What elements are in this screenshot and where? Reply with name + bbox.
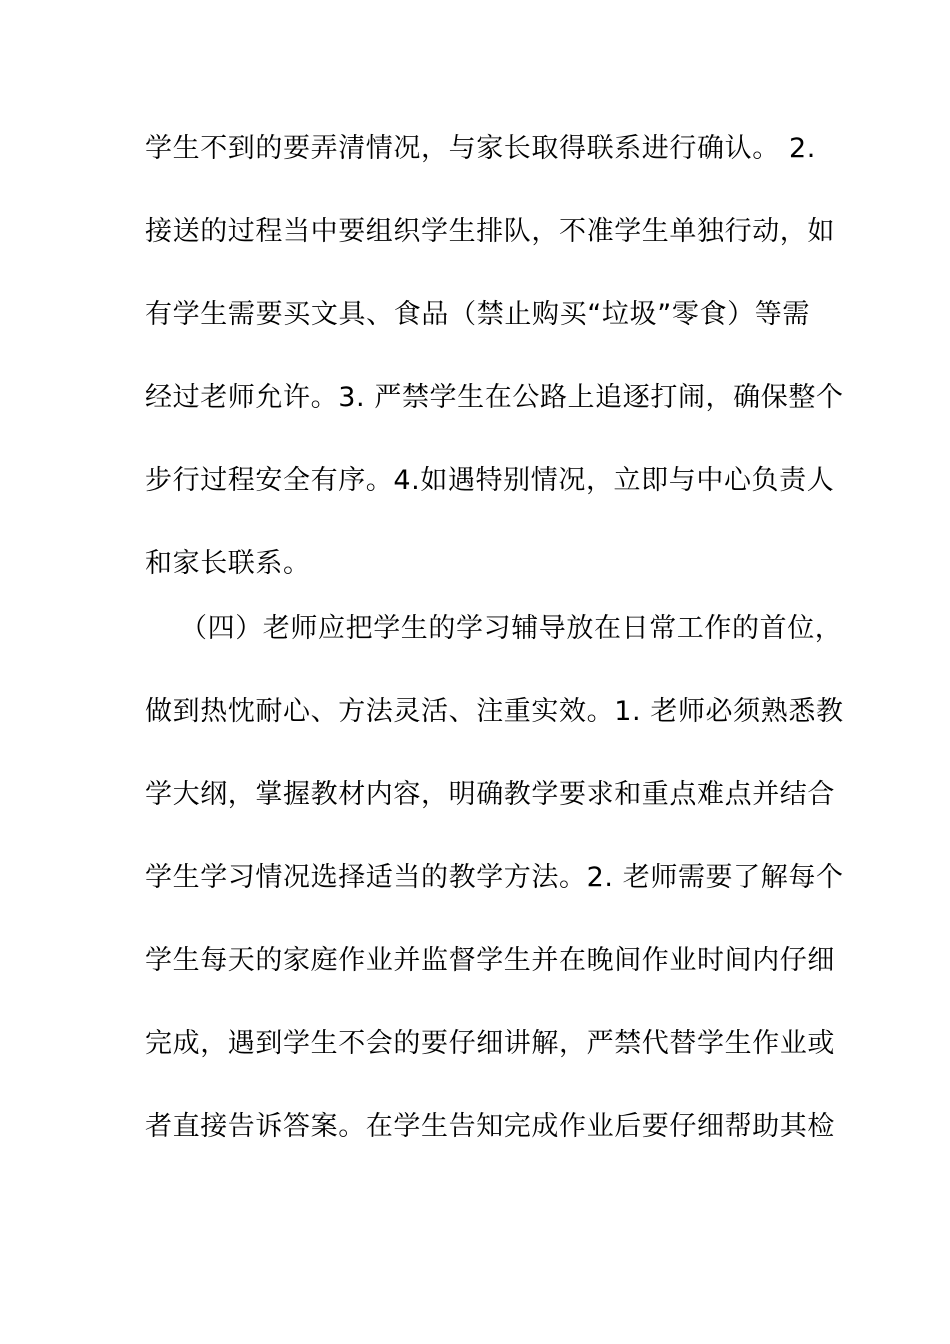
text-line-9: 学大纲，掌握教材内容，明确教学要求和重点难点并结合 <box>145 779 835 810</box>
text-line-10: 学生学习情况选择适当的教学方法。2. 老师需要了解每个 <box>145 862 844 893</box>
text-line-1: 学生不到的要弄清情况，与家长取得联系进行确认。 2. <box>145 133 816 164</box>
text-line-13: 者直接告诉答案。在学生告知完成作业后要仔细帮助其检 <box>145 1111 835 1142</box>
text-line-6: 和家长联系。 <box>145 548 311 579</box>
text-line-3: 有学生需要买文具、食品（禁止购买“垃圾”零食）等需 <box>145 299 810 330</box>
section-heading-line: （四）老师应把学生的学习辅导放在日常工作的首位， <box>180 613 843 644</box>
text-line-8: 做到热忱耐心、方法灵活、注重实效。1. 老师必须熟悉教 <box>145 696 844 727</box>
text-line-2: 接送的过程当中要组织学生排队，不准学生单独行动，如 <box>145 216 835 247</box>
text-line-12: 完成，遇到学生不会的要仔细讲解，严禁代替学生作业或 <box>145 1028 835 1059</box>
text-line-5: 步行过程安全有序。4.如遇特别情况，立即与中心负责人 <box>145 465 835 496</box>
text-line-4: 经过老师允许。3. 严禁学生在公路上追逐打闹，确保整个 <box>145 382 844 413</box>
text-line-11: 学生每天的家庭作业并监督学生并在晚间作业时间内仔细 <box>145 945 835 976</box>
